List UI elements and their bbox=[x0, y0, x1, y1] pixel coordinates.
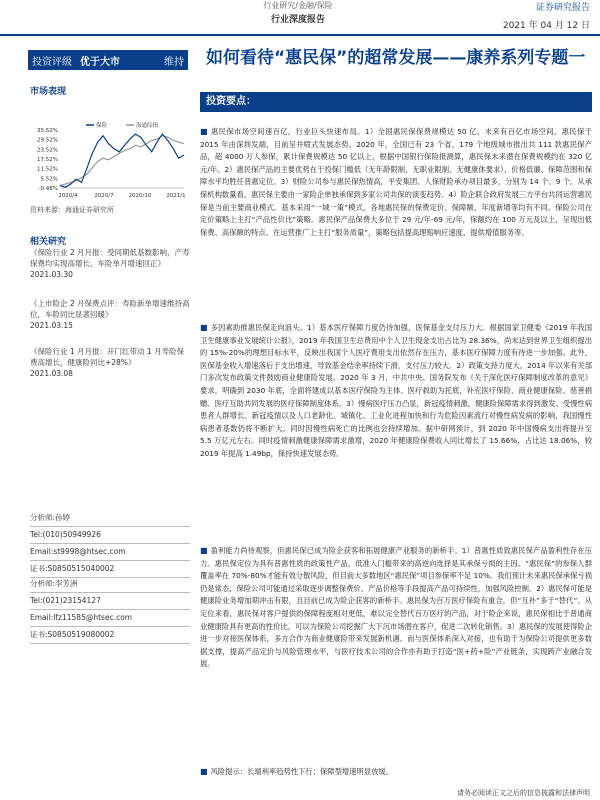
header-report-type: 行业深度报告 bbox=[270, 15, 325, 25]
analyst-tel: Tel:(010)50949926 bbox=[30, 527, 190, 544]
x-tick-label: 2020/10 bbox=[128, 193, 152, 199]
legend-label: 保险 bbox=[96, 123, 108, 129]
rating-value: 优于大市 bbox=[80, 56, 120, 68]
series-line bbox=[60, 136, 184, 186]
y-tick-label: 5.52% bbox=[40, 176, 58, 183]
analyst-cert: 证书:S0850519080002 bbox=[30, 627, 190, 644]
x-tick-label: 2021/1 bbox=[166, 193, 186, 199]
market-chart bbox=[28, 122, 188, 202]
related-date: 2021.03.30 bbox=[30, 270, 73, 279]
analyst-name: 分析师:李芳洲 bbox=[30, 576, 190, 593]
y-tick-label: 29.52% bbox=[37, 137, 58, 144]
analyst-cert: 证书:S0850515040002 bbox=[30, 561, 190, 578]
bullet-icon: ■ bbox=[200, 767, 208, 776]
y-tick-label: 11.52% bbox=[37, 166, 58, 173]
header-categories: 行业研究/金融/保险 bbox=[263, 1, 333, 10]
key-point-paragraph bbox=[200, 545, 592, 671]
related-item bbox=[30, 247, 190, 280]
analyst-card bbox=[30, 576, 190, 644]
bullet-icon: ■ bbox=[200, 323, 208, 332]
page-title: 如何看待“惠民保”的超常发展——康养系列专题一 bbox=[206, 48, 586, 68]
legend-label: 海通综指 bbox=[136, 123, 159, 129]
analyst-card bbox=[30, 510, 190, 578]
key-point-paragraph bbox=[200, 126, 592, 239]
market-heading: 市场表现 bbox=[30, 87, 67, 97]
y-tick-label: 17.52% bbox=[37, 157, 58, 163]
related-date: 2021.03.08 bbox=[30, 369, 73, 378]
y-tick-label: -0.48% bbox=[38, 186, 58, 192]
header-firm: 证券研究报告 bbox=[535, 3, 590, 13]
related-item bbox=[30, 346, 190, 379]
x-tick-label: 2020/7 bbox=[94, 193, 114, 199]
rating-action: 维持 bbox=[164, 56, 184, 68]
related-text: 《上市险企 2 月保费点评：寿险新单增速维持高位，车险同比显著回暖》 bbox=[30, 299, 190, 319]
header-divider bbox=[0, 34, 600, 36]
x-tick-label: 2020/4 bbox=[58, 193, 78, 199]
bullet-icon: ■ bbox=[200, 127, 208, 136]
y-tick-label: 23.52% bbox=[37, 147, 58, 154]
chart-source: 资料来源：海通证券研究所 bbox=[30, 206, 114, 214]
key-point-paragraph bbox=[200, 322, 592, 461]
related-item bbox=[30, 298, 190, 331]
paragraph-text: 盈利能力尚待观察，但惠民保已成为险企获客和拓展健康产业服务的新桥手。1）普惠性质致惠民保产品盈利性存在压力。惠民保定位为具有普惠性质的政策性产品，低准入门槛带来的高逆向选择是其承保亏损的主因。“惠民保”的参保人群覆盖率在 70%-80%才能有效分散风险，但目前大多数地区“惠民保”项目参保率不足 10%。我们预计未来惠民保承保亏损仍是常态，保险公司可能通过采取逐步调整保费价、产品价格等手段提高产品可持续性，加强风险控制。2）惠民保可能是健康险业务增加期冲击有限，且目前已成为险企获客的新桥手。惠民保为百万医疗保险有重合，但“互补”多于“替代”。从定位来看，惠民保对客户提供的保障程度相对更低，难以完全替代百万医疗的产品，对于险企来说，惠民保相比于普通商业健康险具有更高的性价比，可以为保险公司挖掘广大下沉市场潜在客户，促进二次转化销售。3）惠民保的发展使得险企进一步对接医保体系，多方合作为商业健康险带来发展新机遇。而与医保体系深入对接，也有助于为保险公司提供更多数据支撑，提高产品定价与风险管理水平，与医疗技术公司的合作亦有助于打造“医+药+险”产业链条，实现跨产业融合发展。 bbox=[200, 546, 593, 669]
related-text: 《保险行业 1 月月报：开门红带动 1 月寿险保费高增长，健康险同比+28%》 bbox=[30, 347, 185, 367]
rating-box bbox=[28, 50, 188, 70]
analyst-email: Email:lfz11585@htsec.com bbox=[30, 610, 190, 627]
footer-disclaimer: 请务必阅读正文之后的信息披露和法律声明 bbox=[457, 789, 590, 797]
paragraph-text: 惠民保市场空间速百亿，行业巨头快速布局。1）全国惠民保保费规模达 50 亿，未来有百亿市场空间。惠民保于 2015 年由深圳发端，目前呈井喷式发展态势。2020 年，全国已有 23 个省、179 个地级城市推出共 111 款惠民保产品，超 4000 万人参保，累计保费规模达 50 亿以上，根据中国银行保险报测算，惠民保未来潜在保费规模约在 320 亿元/年。2）惠民保产品的主要优势在于投保门槛低（无年龄限制，无职业限制、无健康体要求），价格低廉、保障范围和保障水平均胜任普惠定位。3）财险公司参与惠民保热情高，平安集团、人保财险承办项目最多，分别为 14 个、9 个。从承保机构数量看，惠民保主要由一家险企单独承保到多家公司共保的演变趋势。4）险企联合政府发展三方平台共同运营惠民保是当前主要商业模式。基本采用“一城一策”模式，各地惠民保的保费定价、保障额、年度新增等均有不同。保险公司在定价策略上主打“产品性价比”策略。惠民保产品保费大多位于 29 元/年-69 元/年，保额约在 100 万元及以上，呈现出低保费、高保额的特点。在运营推广上主打“服务质量”，策略包括提高理赔响应速度，提供增值服务等。 bbox=[200, 127, 592, 237]
key-point-paragraph bbox=[200, 766, 592, 779]
related-date: 2021.03.15 bbox=[30, 321, 73, 330]
key-points-heading: 投资要点： bbox=[200, 92, 592, 112]
related-heading: 相关研究 bbox=[30, 237, 67, 247]
paragraph-text: 多因素助推惠民保走向浪头。1）基本医疗保障力度仍待加强，医保基金支付压力大。根据国家卫健委《2019 年我国卫生健康事业发展统计公报》，2019 年我国卫生总费用中个人卫生现金支出占比为 28.36%，尚未达到世界卫生组织提出的 15%-20%的理想目标水平，反映出我国个人医疗费用支出依然存在压力，基本医疗保障力度有待进一步加强。此外，医保基金收入增速落后于支出增速，导致基金结余率持续下滑，支付压力较大。2）政策支持力度大。2014 年以来有关部门多次发布政策文件鼓励商业健康险发展。2020 年 3 月，中共中央、国务院发布《关于深化医疗保障制度改革的意见》要求，明确到 2030 年底，全面将建成以基本医疗保险为主体、医疗救助为托底，补充医疗保险、商业健康保险、慈善捐赠、医疗互助共同发展的医疗保障制度体系。3）慢病医疗压力凸显，新冠疫情刺激，健康险保障需求得到激发。受慢性病患者人群增长、新冠疫情以及人口老龄化、城镇化、工业化进程加快和行为危险因素流行对慢性病发病的影响，我国慢性病患者基数仍将不断扩大，同时因慢性病死亡的比例也会持续增加。据中研网预计，到 2020 年中国慢病支出将提升至 5.5 万亿元左右。同时疫情刺激健康保障需求激增，2020 年健康险保费收入同比增长了 15.66%，占比达 18.06%，较 2019 年提高 1.49bp，保持快速发展态势。 bbox=[200, 323, 592, 458]
analyst-tel: Tel:(021)23154127 bbox=[30, 593, 190, 610]
bullet-icon: ■ bbox=[200, 546, 208, 555]
y-tick-label: 35.52% bbox=[37, 128, 58, 134]
rating-label: 投资评级 bbox=[32, 56, 72, 68]
related-text: 《保险行业 2 月月报：受同期低基数影响，产寿保费均实现高增长，车险单月增速回正》 bbox=[30, 248, 190, 268]
analyst-email: Email:st9998@htsec.com bbox=[30, 544, 190, 561]
header-date: 2021 年 04 月 12 日 bbox=[502, 21, 590, 31]
paragraph-text: 风险提示：长端利率趋势性下行；保障型增速明显放缓。 bbox=[210, 767, 393, 776]
analyst-name: 分析师:孙婷 bbox=[30, 510, 190, 527]
